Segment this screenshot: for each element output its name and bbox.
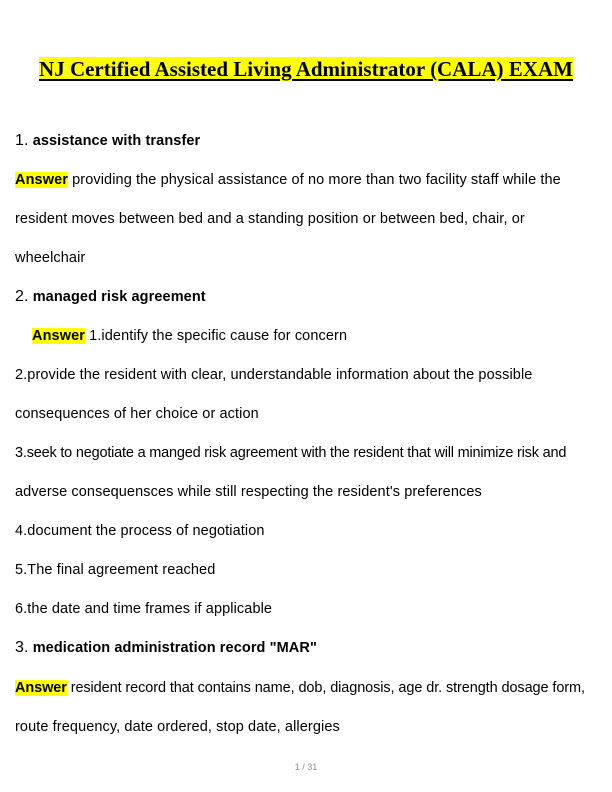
question-2 <box>15 287 206 307</box>
answer-line <box>15 170 561 190</box>
answer-line: adverse consequensces while still respecting the resident's preferences <box>15 484 482 500</box>
answer-line: 2.provide the resident with clear, understandable information about the possible <box>15 367 533 383</box>
answer-line <box>32 326 347 346</box>
page-indicator: 1 / 31 <box>294 762 318 772</box>
answer-line: resident moves between bed and a standing position or between bed, chair, or <box>15 211 525 227</box>
answer-text: resident record that contains name, dob, diagnosis, age dr. strength dosage form, <box>70 680 585 696</box>
answer-text: providing the physical assistance of no more than two facility staff while the <box>72 172 561 188</box>
question-term: assistance with transfer <box>32 133 201 149</box>
answer-line: route frequency, date ordered, stop date, allergies <box>15 719 340 735</box>
question-1 <box>15 131 200 151</box>
document-title-text: NJ Certified Assisted Living Administrator (CALA) EXAM <box>39 57 573 81</box>
question-number: 2. <box>15 288 29 305</box>
document-title <box>0 56 612 82</box>
answer-line: 5.The final agreement reached <box>15 562 216 578</box>
answer-line: 3.seek to negotiate a manged risk agreement with the resident that will minimize risk and <box>15 445 567 461</box>
question-number: 1. <box>15 132 29 149</box>
answer-label: Answer <box>32 328 85 344</box>
answer-label: Answer <box>15 680 67 696</box>
question-term: managed risk agreement <box>32 289 206 305</box>
answer-line: 6.the date and time frames if applicable <box>15 601 273 617</box>
question-term: medication administration record "MAR" <box>32 640 317 656</box>
answer-text: 1.identify the specific cause for concern <box>89 328 348 344</box>
answer-label: Answer <box>15 172 68 188</box>
answer-line: 4.document the process of negotiation <box>15 523 265 539</box>
answer-line: wheelchair <box>15 250 86 266</box>
question-3 <box>15 638 317 658</box>
question-number: 3. <box>15 639 29 656</box>
answer-line <box>15 678 585 698</box>
answer-line: consequences of her choice or action <box>15 406 259 422</box>
